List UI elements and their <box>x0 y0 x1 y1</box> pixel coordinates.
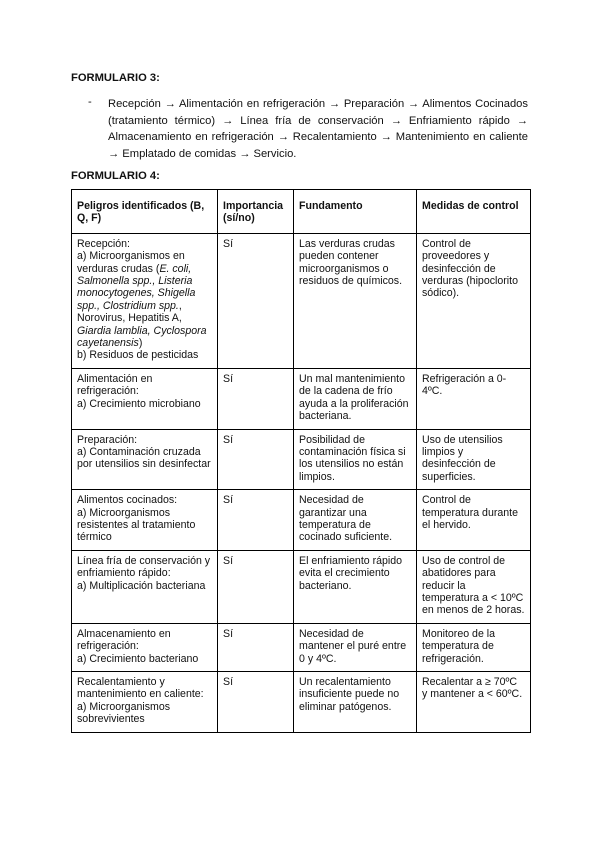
cell-fundamento: Necesidad de mantener el puré entre 0 y 4ºC. <box>294 623 417 671</box>
table-row <box>72 672 531 733</box>
cell-importancia: Sí <box>218 623 294 671</box>
formulario-3-heading: FORMULARIO 3: <box>71 72 160 84</box>
cell-fundamento: El enfriamiento rápido evita el crecimiento bacteriano. <box>294 550 417 623</box>
hazard-a-suffix: ) <box>138 337 143 350</box>
header-medidas: Medidas de control <box>417 190 531 234</box>
stage-label: Línea fría de conservación y enfriamiento rápido: <box>77 554 211 580</box>
cell-peligro <box>72 623 218 671</box>
cell-peligro <box>72 550 218 623</box>
table-row <box>72 368 531 429</box>
cell-peligro <box>72 672 218 733</box>
cell-importancia: Sí <box>218 550 294 623</box>
cell-medidas: Control de temperatura durante el hervido. <box>417 490 531 551</box>
hazard-a: a) Microorganismos sobrevivientes <box>77 700 171 726</box>
hazard-a-prefix: a) Microorganismos en verduras crudas ( <box>77 250 185 275</box>
cell-medidas: Control de proveedores y desinfección de verduras (hipoclorito sódico). <box>417 233 531 368</box>
cell-medidas: Recalentar a ≥ 70ºC y mantener a < 60ºC. <box>417 672 531 733</box>
cell-medidas: Refrigeración a 0-4ºC. <box>417 368 531 429</box>
hazard-a: a) Microorganismos resistentes al tratamiento térmico <box>77 506 196 544</box>
cell-importancia: Sí <box>218 490 294 551</box>
cell-medidas: Uso de control de abatidores para reducir la temperatura a < 10ºC en menos de 2 horas. <box>417 550 531 623</box>
cell-medidas: Uso de utensilios limpios y desinfección de superficies. <box>417 429 531 490</box>
process-flow-text: Recepción → Alimentación en refrigeración → Preparación → Alimentos Cocinados (tratamiento térmico) → Línea fría de conservación → Enfriamiento rápido → Almacenamiento en refrigeración → Recalentamiento → Mantenimiento en caliente → Emplatado de comidas → Servicio. <box>108 98 528 160</box>
stage-label: Alimentos cocinados: <box>77 494 178 507</box>
formulario-4-heading: FORMULARIO 4: <box>71 170 160 182</box>
bullet-marker: - <box>88 96 92 108</box>
stage-label: Recepción: <box>77 237 130 250</box>
cell-fundamento: Un mal mantenimiento de la cadena de frío ayuda a la proliferación bacteriana. <box>294 368 417 429</box>
table-row <box>72 233 531 368</box>
cell-importancia: Sí <box>218 672 294 733</box>
hazard-b: b) Residuos de pesticidas <box>77 349 199 362</box>
cell-peligro <box>72 490 218 551</box>
cell-importancia: Sí <box>218 429 294 490</box>
cell-fundamento: Necesidad de garantizar una temperatura de cocinado suficiente. <box>294 490 417 551</box>
cell-fundamento: Las verduras crudas pueden contener microorganismos o residuos de químicos. <box>294 233 417 368</box>
hazard-a: a) Crecimiento microbiano <box>77 397 201 410</box>
stage-label: Almacenamiento en refrigeración: <box>77 627 171 653</box>
table-row <box>72 623 531 671</box>
table-header-row <box>72 190 531 234</box>
stage-label: Preparación: <box>77 433 138 446</box>
header-importancia: Importancia (sí/no) <box>218 190 294 234</box>
stage-label: Recalentamiento y mantenimiento en caliente: <box>77 676 204 701</box>
header-fundamento: Fundamento <box>294 190 417 234</box>
hazard-analysis-table <box>71 189 531 733</box>
hazard-a: a) Crecimiento bacteriano <box>77 652 199 665</box>
cell-importancia: Sí <box>218 368 294 429</box>
cell-peligro <box>72 233 218 368</box>
cell-fundamento: Un recalentamiento insuficiente puede no eliminar patógenos. <box>294 672 417 733</box>
organism-list: E. coli, Salmonella spp., Listeria monocytogenes, Shigella spp., Clostridium spp. <box>77 262 196 312</box>
table-row <box>72 550 531 623</box>
stage-label: Alimentación en refrigeración: <box>77 372 153 398</box>
organism-list-2: Giardia lamblia, Cyclospora cayetanensis <box>77 324 207 350</box>
cell-peligro <box>72 429 218 490</box>
cell-medidas: Monitoreo de la temperatura de refrigeración. <box>417 623 531 671</box>
cell-importancia: Sí <box>218 233 294 368</box>
cell-peligro <box>72 368 218 429</box>
hazard-a: a) Contaminación cruzada por utensilios sin desinfectar <box>77 445 211 471</box>
table-row <box>72 429 531 490</box>
hazard-a-middle: , Norovirus, Hepatitis A, <box>77 299 182 325</box>
hazard-a: a) Multiplicación bacteriana <box>77 579 206 592</box>
table-row <box>72 490 531 551</box>
cell-fundamento: Posibilidad de contaminación física si los utensilios no están limpios. <box>294 429 417 490</box>
flow-bullet <box>88 96 528 162</box>
header-peligros: Peligros identificados (B, Q, F) <box>72 190 218 234</box>
